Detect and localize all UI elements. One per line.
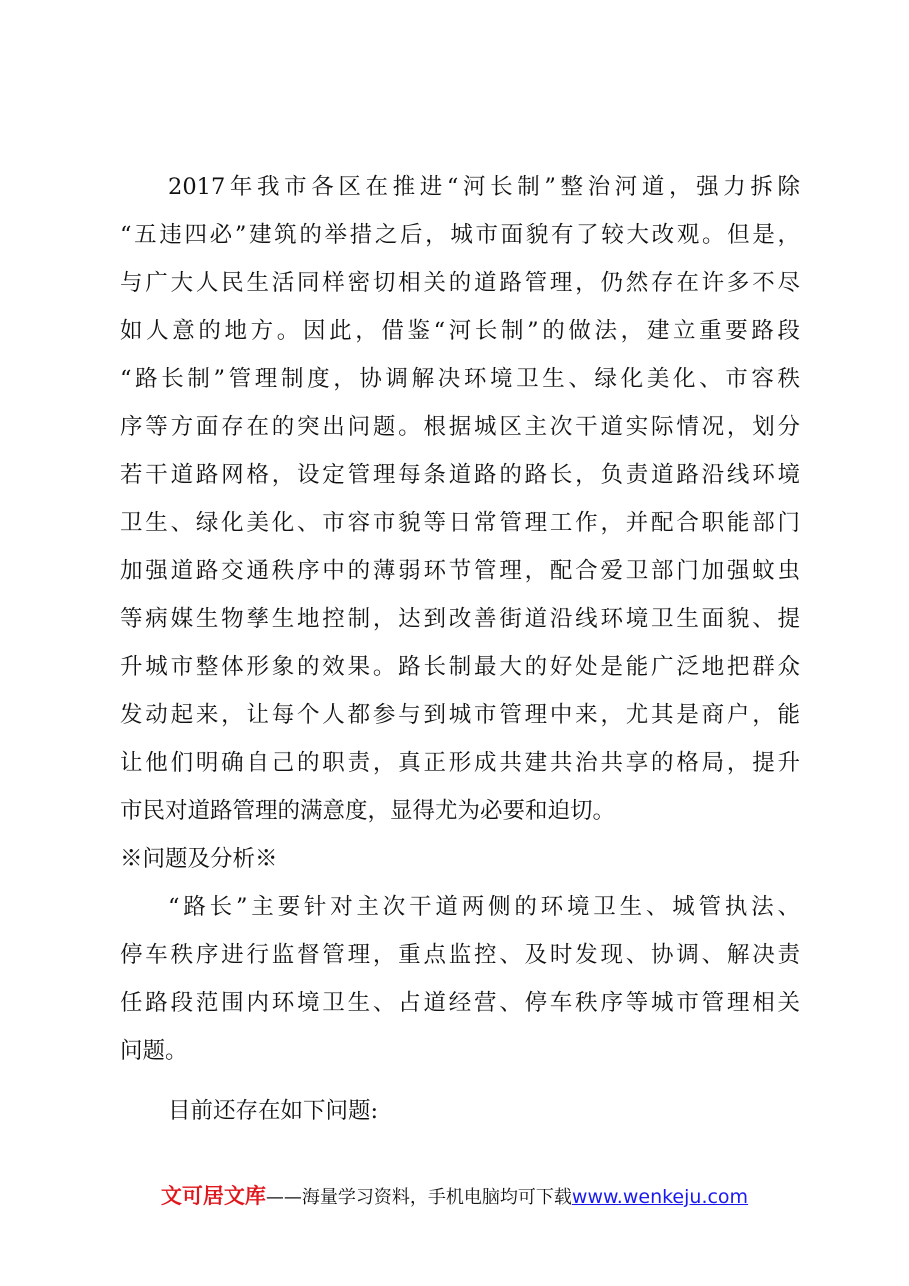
paragraph-line: 与广大人民生活同样密切相关的道路管理，仍然存在许多不尽 (120, 270, 800, 296)
paragraph-line: 如人意的地方。因此，借鉴“河长制”的做法，建立重要路段 (120, 318, 800, 344)
paragraph-line: 卫生、绿化美化、市容市貌等日常管理工作，并配合职能部门 (120, 510, 800, 536)
section-heading: ※问题及分析※ (120, 846, 278, 872)
paragraph-line: 等病媒生物孳生地控制，达到改善街道沿线环境卫生面貌、提 (120, 606, 800, 632)
paragraph-line: 序等方面存在的突出问题。根据城区主次干道实际情况，划分 (120, 414, 800, 440)
paragraph-2 (120, 883, 800, 1075)
footer-brand: 文可居文库 (160, 1184, 266, 1208)
footer-slogan: ——海量学习资料，手机电脑均可下载 (265, 1187, 572, 1208)
paragraph-line: 问题。 (120, 1038, 188, 1064)
paragraph-gap (120, 1075, 800, 1087)
paragraph-line: 任路段范围内环境卫生、占道经营、停车秩序等城市管理相关 (120, 990, 800, 1016)
paragraph-line: 停车秩序进行监督管理，重点监控、及时发现、协调、解决责 (120, 942, 800, 968)
paragraph-line: 2017年我市各区在推进“河长制”整治河道，强力拆除 (168, 174, 800, 200)
paragraph-3: 目前还存在如下问题: (168, 1098, 379, 1124)
paragraph-line: 若干道路网格，设定管理每条道路的路长，负责道路沿线环境 (120, 462, 800, 488)
paragraph-line: “五违四必”建筑的举措之后，城市面貌有了较大改观。但是， (120, 222, 800, 248)
footer-url-link[interactable]: www.wenkeju.com (571, 1186, 749, 1208)
paragraph-line: 让他们明确自己的职责，真正形成共建共治共享的格局，提升 (120, 750, 800, 776)
footer-banner (0, 1180, 909, 1210)
paragraph-1 (120, 163, 800, 835)
paragraph-line: 加强道路交通秩序中的薄弱环节管理，配合爱卫部门加强蚊虫 (120, 558, 800, 584)
paragraph-line: “路长”主要针对主次干道两侧的环境卫生、城管执法、 (168, 894, 800, 920)
paragraph-line: 发动起来，让每个人都参与到城市管理中来，尤其是商户，能 (120, 702, 800, 728)
paragraph-line: 升城市整体形象的效果。路长制最大的好处是能广泛地把群众 (120, 654, 800, 680)
paragraph-line: 市民对道路管理的满意度，显得尤为必要和迫切。 (120, 798, 616, 824)
paragraph-line: “路长制”管理制度，协调解决环境卫生、绿化美化、市容秩 (120, 366, 800, 392)
document-body (120, 163, 800, 1135)
